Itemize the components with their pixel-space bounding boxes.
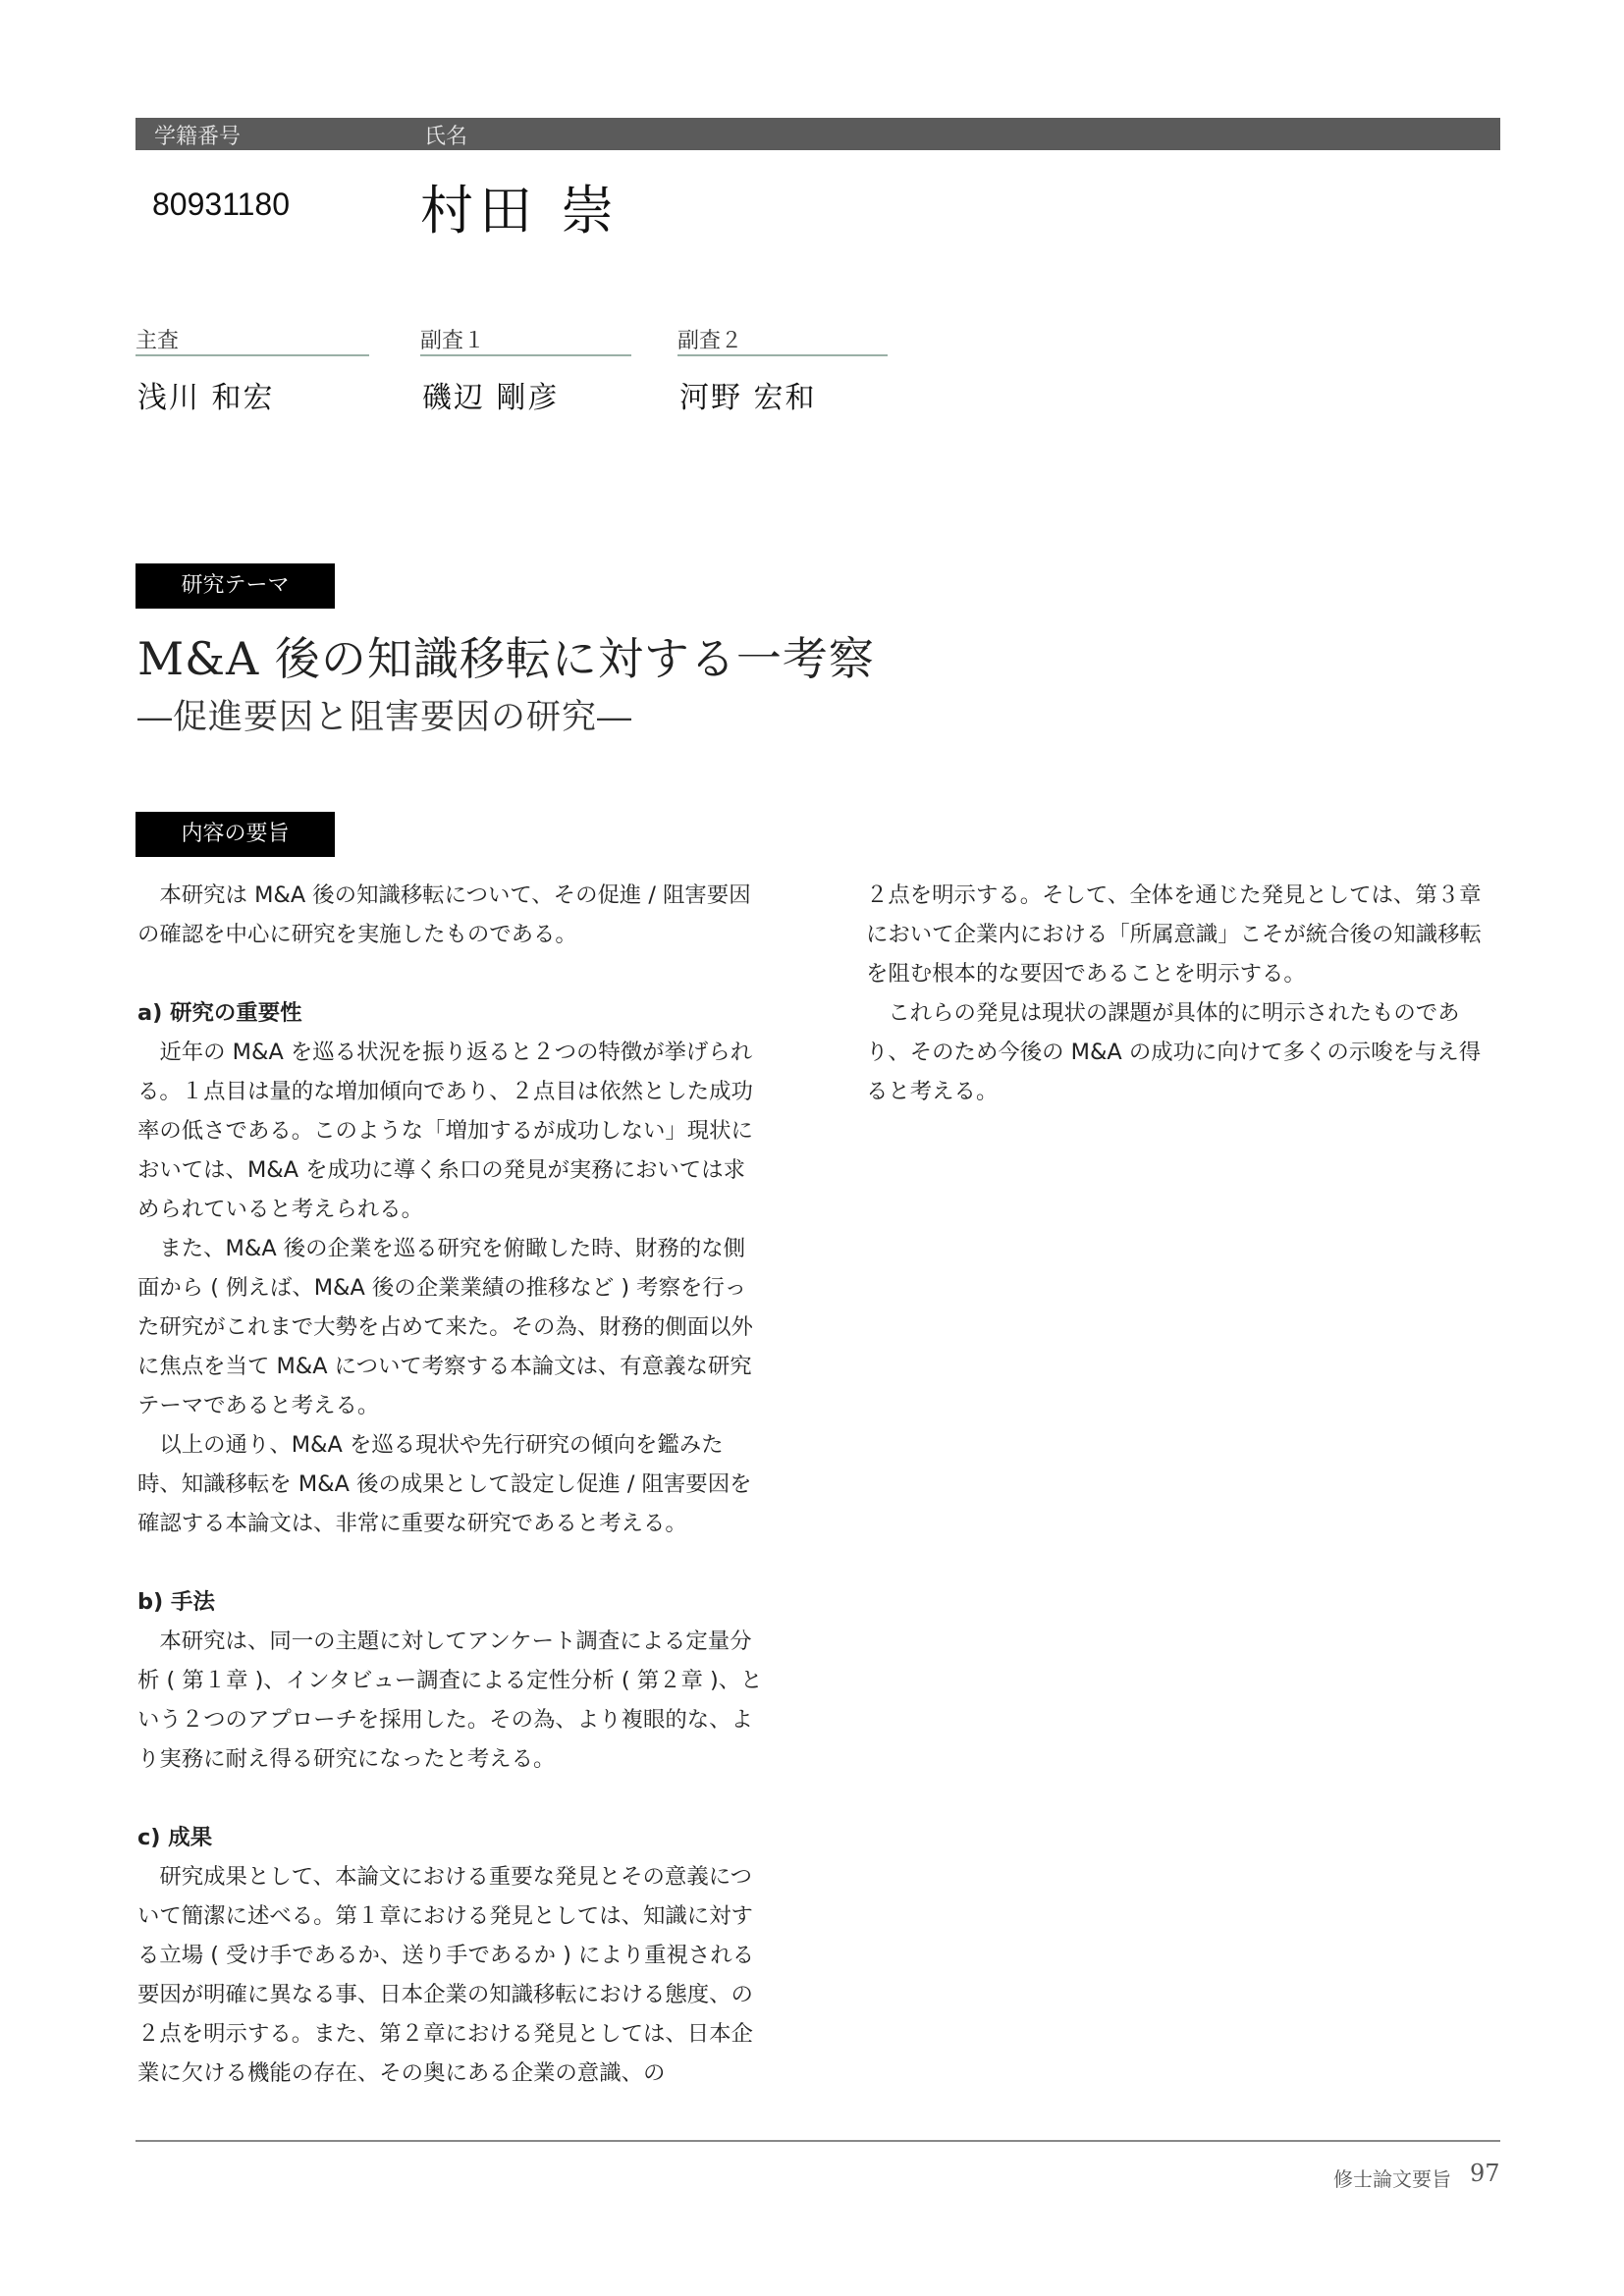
chief-examiner-label: 主査 [135, 329, 180, 353]
chief-examiner-name: 浅川 和宏 [137, 381, 275, 415]
sub-examiner-2-label: 副査２ [677, 329, 743, 353]
header-bar [135, 118, 1500, 150]
sub-examiner-1-name: 磯辺 剛彦 [422, 381, 560, 415]
section-b-paragraph: 本研究は、同一の主題に対してアンケート調査による定量分析 ( 第１章 )、インタビュー調査による定性分析 ( 第２章 )、という２つのアプローチを採用した。その為、より複眼的な、より実務に耐え得る研究になったと考える。 [137, 1629, 763, 1772]
section-c-paragraph: これらの発見は現状の課題が具体的に明示されたものであり、そのため今後の M&A の成功に向けて多くの示唆を与え得ると考える。 [866, 1000, 1482, 1104]
student-name: 村田 崇 [420, 180, 621, 241]
section-c-paragraph-continued: ２点を明示する。そして、全体を通じた発見としては、第３章において企業内における「所属意識」こそが統合後の知識移転を阻む根本的な要因であることを明示する。 [866, 882, 1482, 987]
section-b-heading: b) 手法 [137, 1589, 215, 1615]
sub-examiner-2-name: 河野 宏和 [679, 381, 817, 415]
sub-examiner-2-divider [677, 354, 888, 356]
section-a-paragraph: 以上の通り、M&A を巡る現状や先行研究の傾向を鑑みた時、知識移転を M&A 後の成果として設定し促進 / 阻害要因を確認する本論文は、非常に重要な研究であると考える。 [137, 1432, 752, 1536]
footer-divider [135, 2140, 1500, 2142]
sub-examiner-1-divider [420, 354, 631, 356]
student-id-label: 学籍番号 [154, 125, 242, 149]
section-c-paragraph: 研究成果として、本論文における重要な発見とその意義について簡潔に述べる。第１章における発見としては、知識に対する立場 ( 受け手であるか、送り手であるか ) により重視される要因が明確に異なる事、日本企業の知識移転における態度、の２点を明示する。また、第２章における発見としては、日本企業に欠ける機能の存在、その奥にある企業の意識、の [137, 1864, 755, 2086]
section-c-heading: c) 成果 [137, 1825, 213, 1850]
theme-title: M&A 後の知識移転に対する一考察 [137, 632, 875, 685]
summary-tag: 内容の要旨 [135, 812, 335, 857]
section-a-paragraph: 近年の M&A を巡る状況を振り返ると２つの特徴が挙げられる。１点目は量的な増加傾向であり、２点目は依然とした成功率の低さである。このような「増加するが成功しない」現状においては、M&A を成功に導く糸口の発見が実務においては求められていると考えられる。 [137, 1040, 753, 1222]
research-theme-tag: 研究テーマ [135, 563, 335, 609]
footer-label: 修士論文要旨 [1333, 2167, 1451, 2191]
summary-column-left [137, 876, 766, 2093]
chief-examiner-divider [135, 354, 369, 356]
theme-subtitle: ―促進要因と阻害要因の研究― [137, 698, 633, 737]
name-label: 氏名 [424, 125, 468, 149]
summary-column-right [866, 876, 1500, 1111]
student-id: 80931180 [152, 187, 290, 222]
summary-intro: 本研究は M&A 後の知識移転について、その促進 / 阻害要因の確認を中心に研究を実施したものである。 [137, 882, 751, 947]
sub-examiner-1-label: 副査１ [420, 329, 486, 353]
section-a-heading: a) 研究の重要性 [137, 1000, 302, 1026]
section-a-paragraph: また、M&A 後の企業を巡る研究を俯瞰した時、財務的な側面から ( 例えば、M&A 後の企業業績の推移など ) 考察を行った研究がこれまで大勢を占めて来た。その為、財務的側面以外に焦点を当て M&A について考察する本論文は、有意義な研究テーマであると考える。 [137, 1236, 753, 1418]
page-number: 97 [1470, 2160, 1500, 2187]
